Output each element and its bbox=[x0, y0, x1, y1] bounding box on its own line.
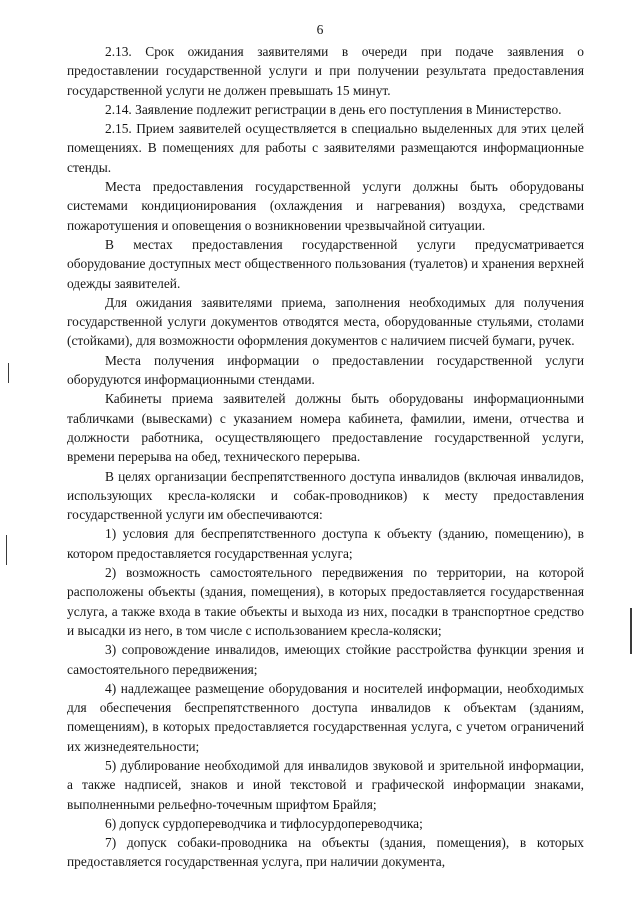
paragraph-disability-access: В целях организации беспрепятственного доступа инвалидов (включая инвалидов, использующих кресла-коляски и собак-проводников) к месту предоставления государственной услуги им обеспечиваются: bbox=[67, 468, 584, 523]
paragraph-info-stands: Места получения информации о предоставлении государственной услуги оборудуются информационными стендами. bbox=[67, 352, 584, 388]
page-number: 6 bbox=[316, 22, 324, 37]
scan-mark-left-top bbox=[8, 363, 9, 383]
document-body bbox=[67, 42, 584, 872]
paragraph-2-13: 2.13. Срок ожидания заявителями в очереди при подаче заявления о предоставлении государственной услуги и при получении результата предоставления государственной услуги не должен превышать 15 минут. bbox=[67, 44, 584, 98]
paragraph-climate-equipment: Места предоставления государственной услуги должны быть оборудованы системами кондиционирования (охлаждения и нагревания) воздуха, средствами пожаротушения и оповещения о возникновении чрезвычайной ситуации. bbox=[67, 179, 584, 233]
list-item-6: 6) допуск сурдопереводчика и тифлосурдопереводчика; bbox=[105, 815, 423, 831]
paragraph-waiting-areas: Для ожидания заявителями приема, заполнения необходимых для получения государственной услуги документов отводятся места, оборудованные стульями, столами (стойками), для возможности оформления документов с наличием писчей бумаги, ручек. bbox=[67, 294, 584, 349]
paragraph-public-facilities: В местах предоставления государственной услуги предусматривается оборудование доступных мест общественного пользования (туалетов) и хранения верхней одежды заявителей. bbox=[67, 236, 584, 291]
list-item-3: 3) сопровождение инвалидов, имеющих стойкие расстройства функции зрения и самостоятельного передвижения; bbox=[67, 642, 584, 677]
list-item-7: 7) допуск собаки-проводника на объекты (здания, помещения), в которых предоставляется государственная услуга, при наличии документа, bbox=[67, 835, 584, 870]
paragraph-office-signs: Кабинеты приема заявителей должны быть оборудованы информационными табличками (вывесками) с указанием номера кабинета, фамилии, имени, отчества и должности работника, осуществляющего предоставление государственной услуги, времени перерыва на обед, технического перерыва. bbox=[67, 391, 584, 465]
scan-mark-left-bottom bbox=[6, 535, 7, 565]
paragraph-2-15: 2.15. Прием заявителей осуществляется в специально выделенных для этих целей помещениях. В помещениях для работы с заявителями размещаются информационные стенды. bbox=[67, 121, 584, 175]
list-item-2: 2) возможность самостоятельного передвижения по территории, на которой расположены объекты (здания, помещения), в которых предоставляется государственная услуга, а также входа в такие объекты и выхода из них, посадки в транспортное средство и высадки из него, в том числе с использованием кресла-коляски; bbox=[67, 565, 584, 638]
paragraph-2-14: 2.14. Заявление подлежит регистрации в день его поступления в Министерство. bbox=[105, 101, 562, 117]
list-item-4: 4) надлежащее размещение оборудования и носителей информации, необходимых для обеспечения беспрепятственного доступа инвалидов к объектам (зданиям, помещениям), в которых предоставляется государственная услуга, с учетом ограничений их жизнедеятельности; bbox=[67, 680, 584, 754]
list-item-1: 1) условия для беспрепятственного доступа к объекту (зданию, помещению), в котором предоставляется государственная услуга; bbox=[67, 526, 584, 561]
list-item-5: 5) дублирование необходимой для инвалидов звуковой и зрительной информации, а также надписей, знаков и иной текстовой и графической информации знаками, выполненными рельефно-точечным шрифтом Брайля; bbox=[67, 757, 584, 812]
scan-mark-right bbox=[630, 608, 632, 654]
